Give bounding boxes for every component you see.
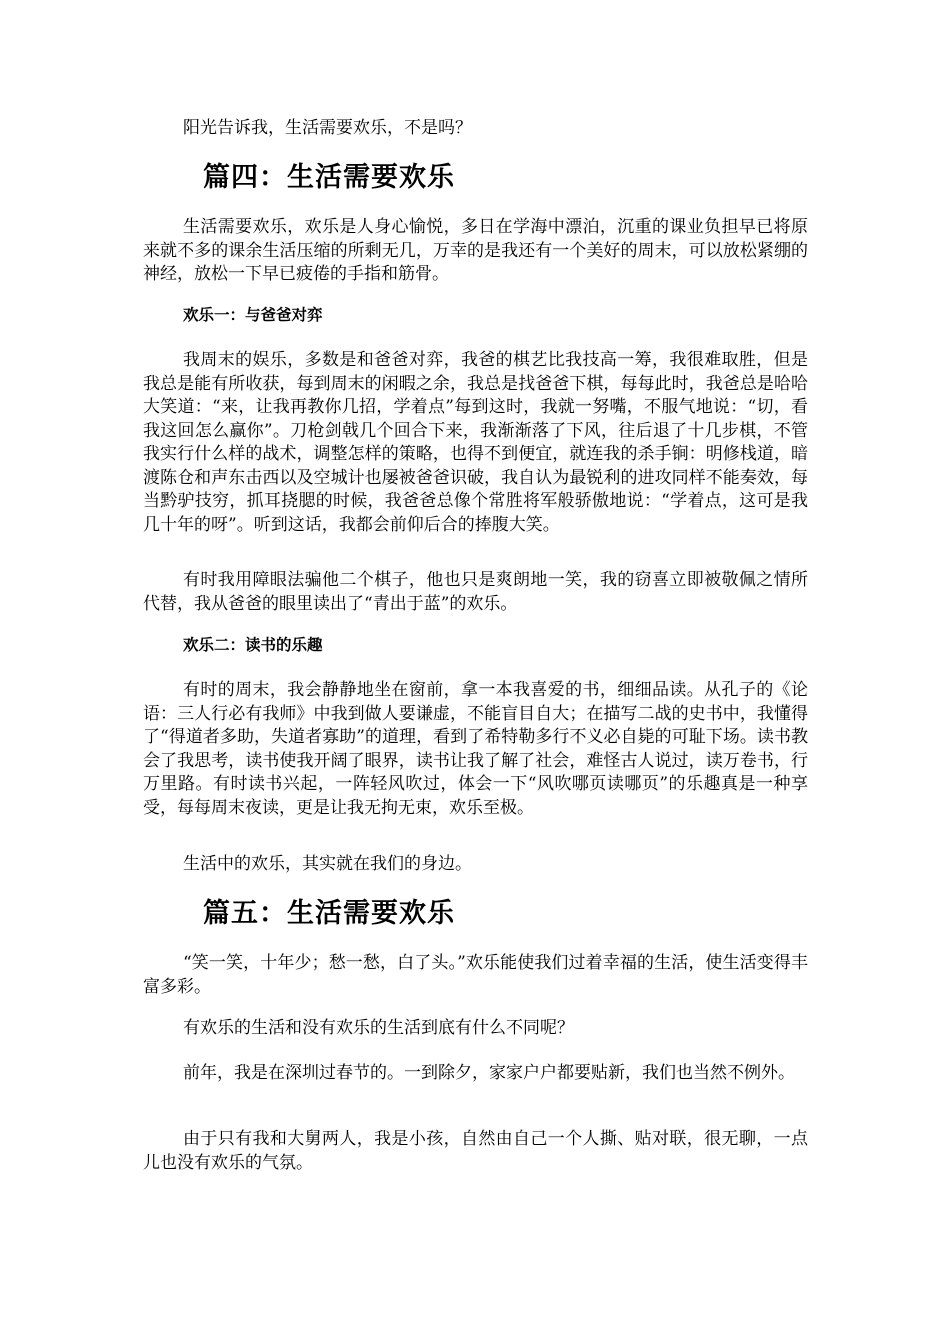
paragraph-chess-story: 我周末的娱乐，多数是和爸爸对弈，我爸的棋艺比我技高一筹，我很难取胜，但是我总是能有所收获，每到周末的闲暇之余，我总是找爸爸下棋，每每此时，我爸总是哈哈大笑道：“来，让我再教你几招，学着点”每到这时，我就一努嘴，不服气地说：“切，看我这回怎么赢你”。刀枪剑戟几个回合下来，我渐渐落了下风，往后退了十几步棋，不管我实行什么样的战术，调整怎样的策略，也得不到便宜，就连我的杀手锏：明修栈道，暗渡陈仓和声东击西以及空城计也屡被爸爸识破，我自认为最锐利的进攻同样不能奏效，每当黔驴技穷，抓耳挠腮的时候，我爸爸总像个常胜将军般骄傲地说：“学着点，这可是我几十年的呀”。听到这话，我都会前仰后合的捧腹大笑。 bbox=[143, 350, 808, 535]
paragraph-part-four-conclusion: 生活中的欢乐，其实就在我们的身边。 bbox=[183, 854, 472, 874]
paragraph-part-five-intro: “笑一笑，十年少；愁一愁，白了头。”欢乐能使我们过着幸福的生活，使生活变得丰富多彩。 bbox=[143, 953, 808, 997]
subheading-joy-two: 欢乐二：读书的乐趣 bbox=[183, 636, 323, 654]
paragraph-part-four-intro: 生活需要欢乐，欢乐是人身心愉悦，多日在学海中漂泊，沉重的课业负担早已将原来就不多的课余生活压缩的所剩无几，万幸的是我还有一个美好的周末，可以放松紧绷的神经，放松一下早已疲倦的手指和筋骨。 bbox=[143, 217, 808, 284]
paragraph-intro: 阳光告诉我，生活需要欢乐，不是吗？ bbox=[183, 118, 472, 138]
paragraph-shenzhen: 前年，我是在深圳过春节的。一到除夕，家家户户都要贴新，我们也当然不例外。 bbox=[183, 1063, 795, 1083]
paragraph-question: 有欢乐的生活和没有欢乐的生活到底有什么不同呢？ bbox=[183, 1018, 574, 1038]
section-title-part-five: 篇五：生活需要欢乐 bbox=[203, 898, 455, 929]
section-title-part-four: 篇四：生活需要欢乐 bbox=[203, 162, 455, 193]
paragraph-couplets: 由于只有我和大舅两人，我是小孩，自然由自己一个人撕、贴对联，很无聊，一点儿也没有欢乐的气氛。 bbox=[143, 1129, 808, 1173]
paragraph-chess-trick: 有时我用障眼法骗他二个棋子，他也只是爽朗地一笑，我的窃喜立即被敬佩之情所代替，我从爸爸的眼里读出了“青出于蓝”的欢乐。 bbox=[143, 570, 808, 614]
paragraph-reading: 有时的周末，我会静静地坐在窗前，拿一本我喜爱的书，细细品读。从孔子的《论语：三人行必有我师》中我到做人要谦虚，不能盲目自大；在描写二战的史书中，我懂得了“得道者多助，失道者寡助”的道理，看到了希特勒多行不义必自毙的可耻下场。读书教会了我思考，读书使我开阔了眼界，读书让我了解了社会，难怪古人说过，读万卷书，行万里路。有时读书兴起，一阵轻风吹过，体会一下“风吹哪页读哪页”的乐趣真是一种享受，每每周末夜读，更是让我无拘无束，欢乐至极。 bbox=[143, 680, 808, 818]
subheading-joy-one: 欢乐一：与爸爸对弈 bbox=[183, 306, 323, 324]
